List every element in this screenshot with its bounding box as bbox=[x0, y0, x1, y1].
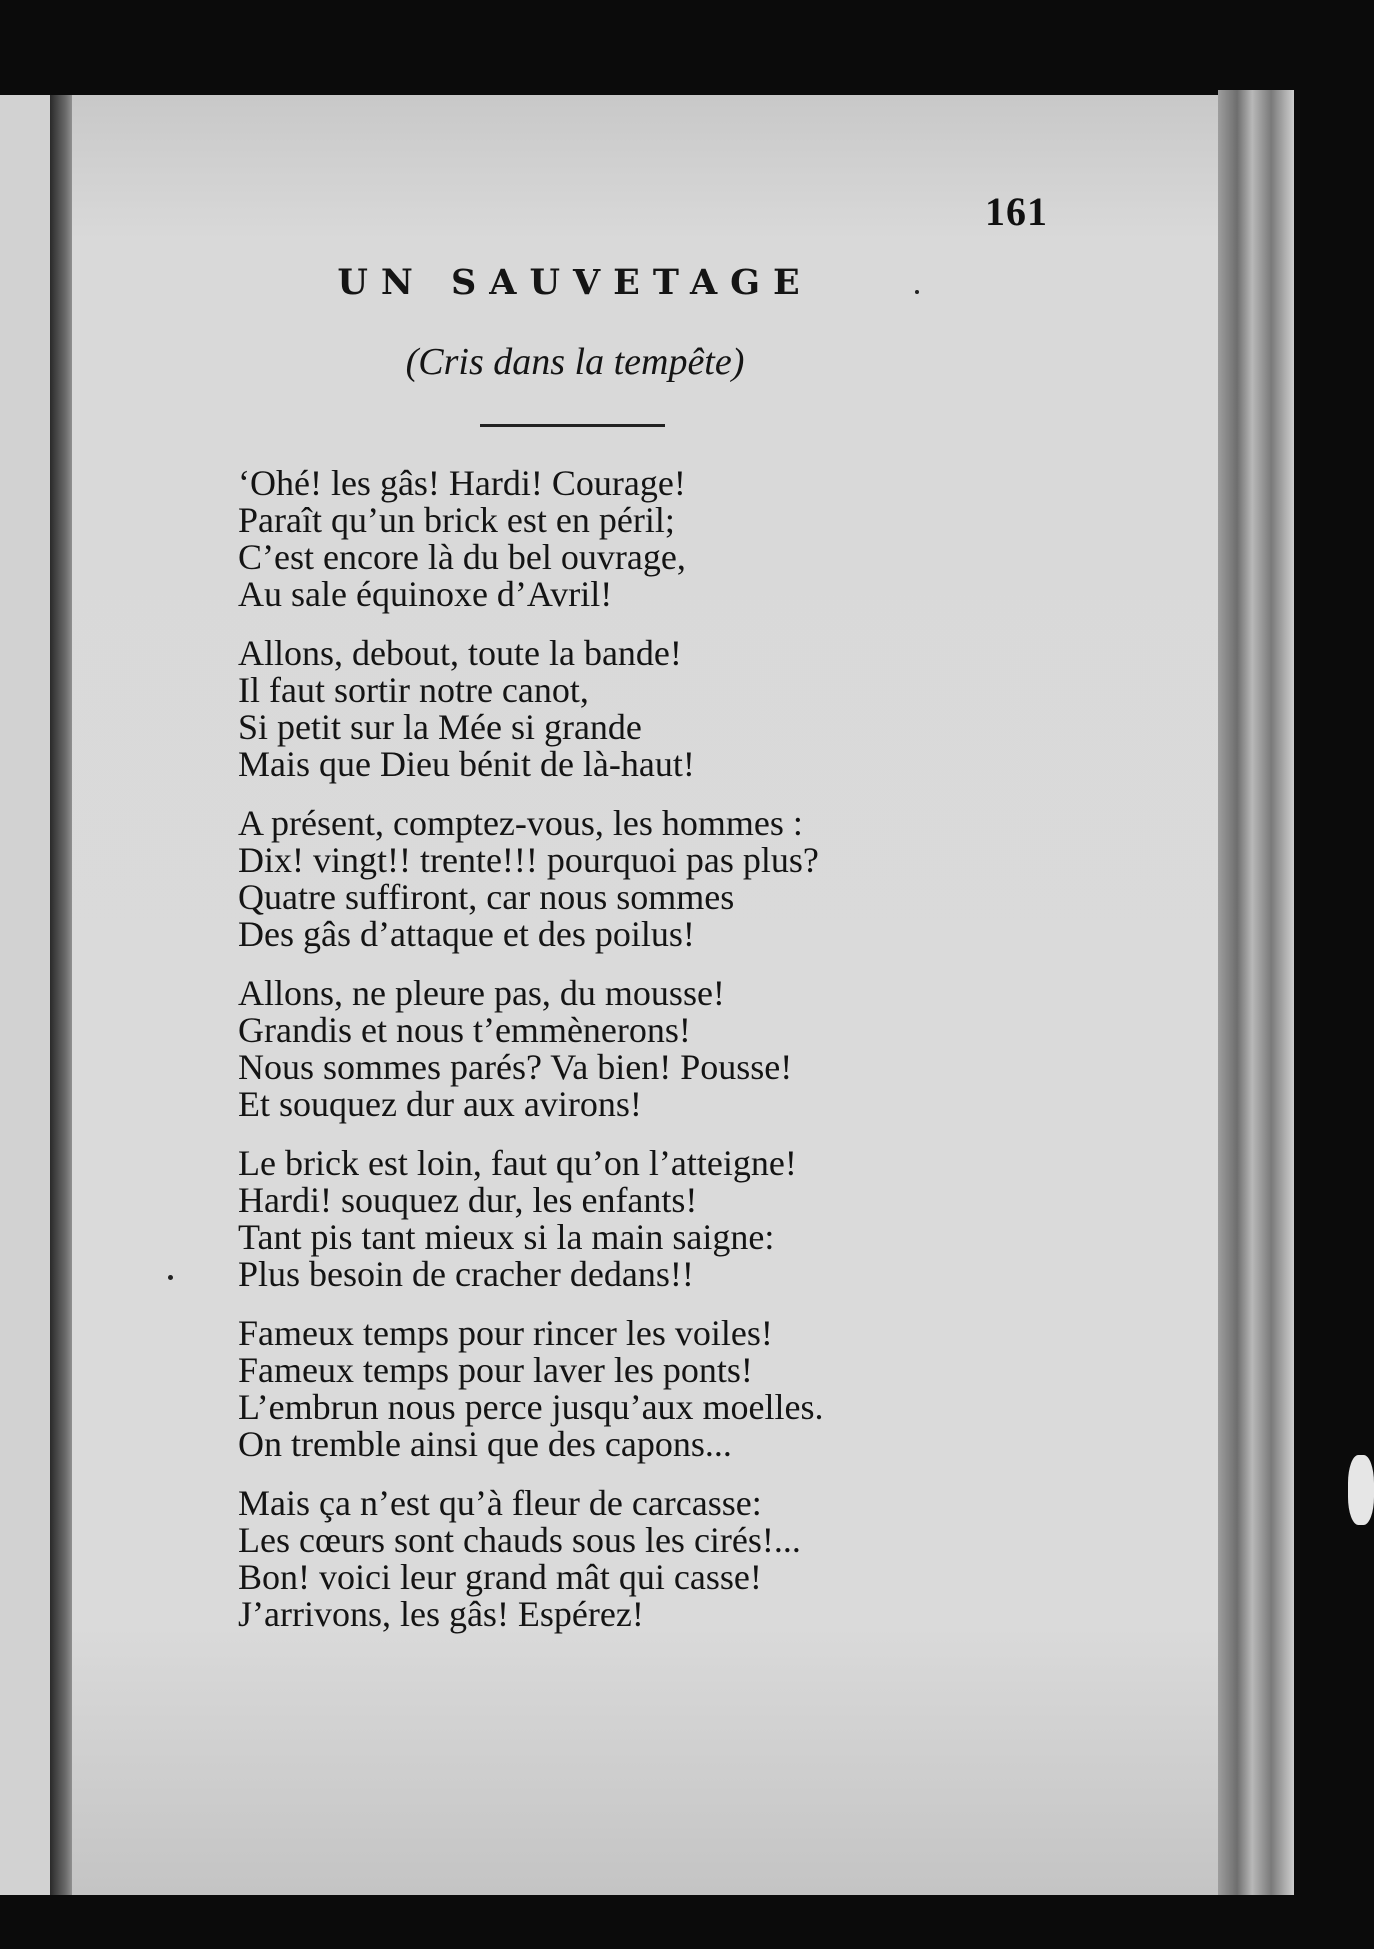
verse: Il faut sortir notre canot, bbox=[238, 670, 589, 710]
verse: Si petit sur la Mée si grande bbox=[238, 707, 642, 747]
verse: Dix! vingt!! trente!!! pourquoi pas plus? bbox=[238, 840, 819, 880]
stanza bbox=[238, 1145, 998, 1293]
verse: Mais que Dieu bénit de là-haut! bbox=[238, 744, 695, 784]
verse: Paraît qu’un brick est en péril; bbox=[238, 500, 675, 540]
verse: ‘Ohé! les gâs! Hardi! Courage! bbox=[238, 463, 686, 503]
stanza bbox=[238, 975, 998, 1123]
verse: Tant pis tant mieux si la main saigne: bbox=[238, 1217, 775, 1257]
verse: Hardi! souquez dur, les enfants! bbox=[238, 1180, 698, 1220]
verse: Au sale équinoxe d’Avril! bbox=[238, 574, 613, 614]
title-rule bbox=[480, 424, 665, 427]
verse: Allons, debout, toute la bande! bbox=[238, 633, 682, 673]
scan-speck bbox=[1348, 1455, 1374, 1525]
stanza bbox=[238, 635, 998, 783]
stanza bbox=[238, 465, 998, 613]
verse: Allons, ne pleure pas, du mousse! bbox=[238, 973, 725, 1013]
verse: J’arrivons, les gâs! Espérez! bbox=[238, 1594, 644, 1634]
page-number: 161 bbox=[985, 189, 1048, 234]
verse: Fameux temps pour rincer les voiles! bbox=[238, 1313, 773, 1353]
verse: Fameux temps pour laver les ponts! bbox=[238, 1350, 753, 1390]
verse: Et souquez dur aux avirons! bbox=[238, 1084, 642, 1124]
verse: Nous sommes parés? Va bien! Pousse! bbox=[238, 1047, 793, 1087]
verse: A présent, comptez-vous, les hommes : bbox=[238, 803, 803, 843]
verse: Le brick est loin, faut qu’on l’atteigne! bbox=[238, 1143, 797, 1183]
stanza bbox=[238, 1485, 998, 1633]
verse: Quatre suffiront, car nous sommes bbox=[238, 877, 735, 917]
page-stack-edge bbox=[1218, 90, 1294, 1895]
poem-title: UN SAUVETAGE bbox=[337, 262, 813, 303]
stanza bbox=[238, 805, 998, 953]
stanza bbox=[238, 1315, 998, 1463]
poem-body bbox=[238, 465, 998, 1655]
verse: Mais ça n’est qu’à fleur de carcasse: bbox=[238, 1483, 762, 1523]
scan-speck bbox=[915, 290, 919, 294]
verse: Des gâs d’attaque et des poilus! bbox=[238, 914, 695, 954]
verse: Grandis et nous t’emmènerons! bbox=[238, 1010, 691, 1050]
verse: C’est encore là du bel ouvrage, bbox=[238, 537, 686, 577]
verse: On tremble ainsi que des capons... bbox=[238, 1424, 732, 1464]
verse: Bon! voici leur grand mât qui casse! bbox=[238, 1557, 762, 1597]
verse: Les cœurs sont chauds sous les cirés!... bbox=[238, 1520, 801, 1560]
poem-subtitle: (Cris dans la tempête) bbox=[405, 341, 745, 383]
scan-speck bbox=[168, 1275, 173, 1280]
verse: Plus besoin de cracher dedans!! bbox=[238, 1254, 694, 1294]
verse: L’embrun nous perce jusqu’aux moelles. bbox=[238, 1387, 824, 1427]
